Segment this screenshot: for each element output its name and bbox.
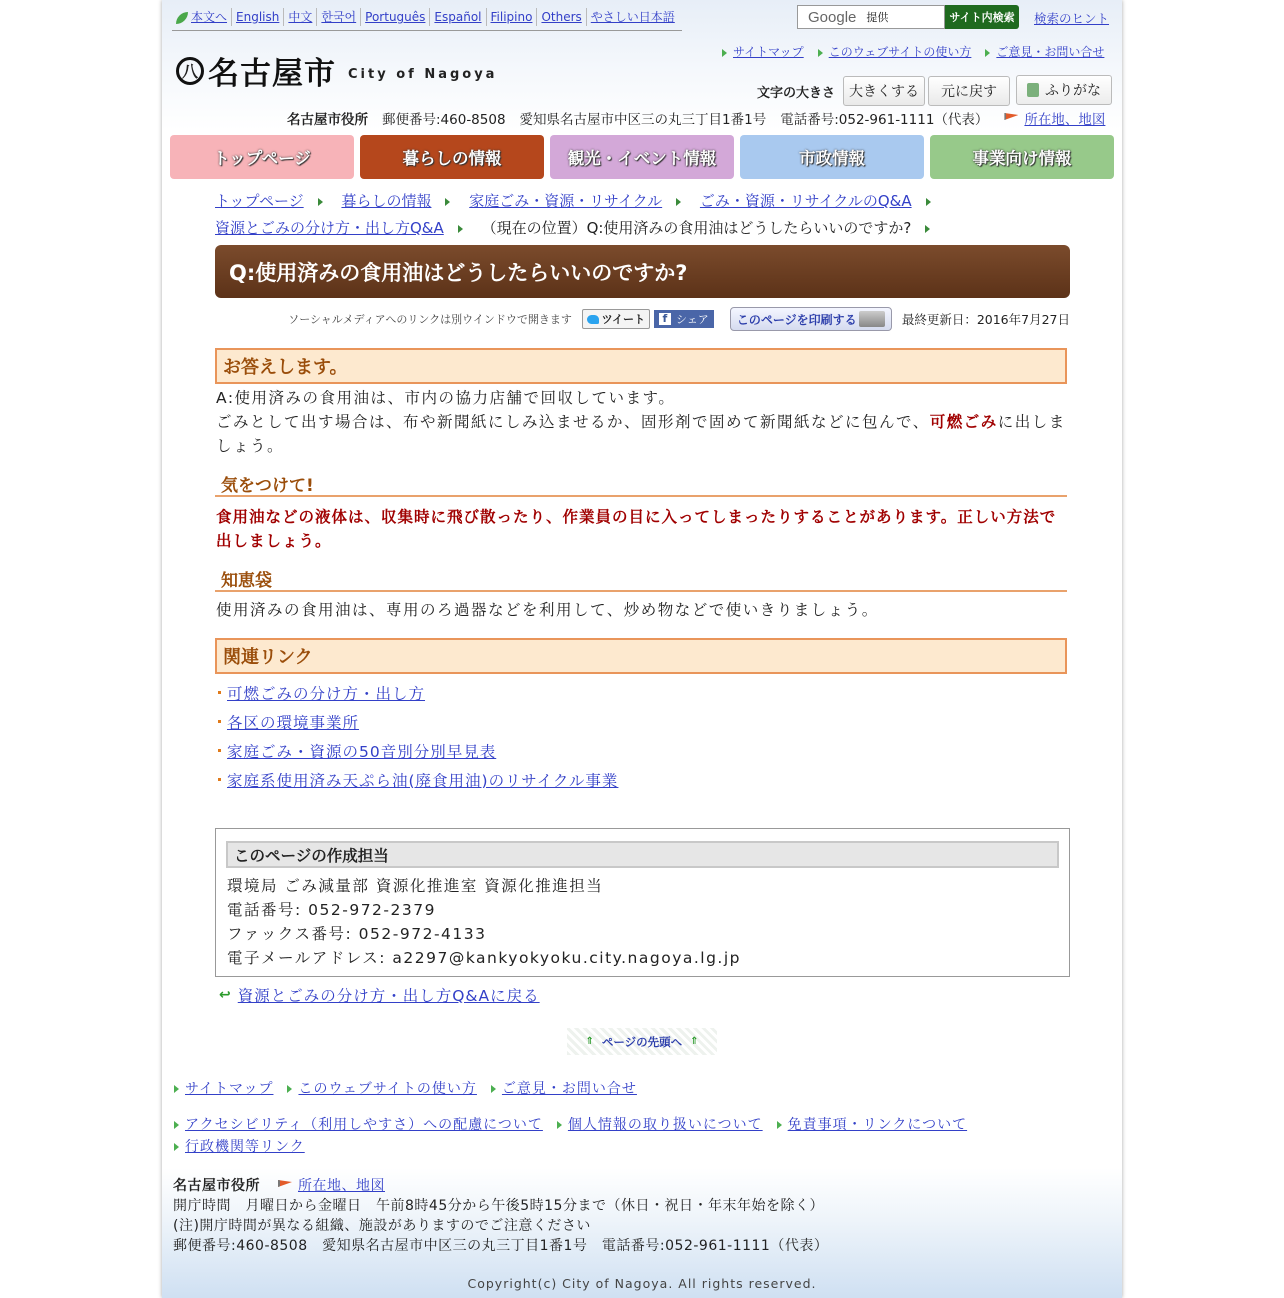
- burnable-link: 可燃ごみ: [929, 413, 998, 431]
- arrow-icon: [174, 1085, 179, 1093]
- list-item: [218, 736, 618, 765]
- utility-links: [722, 43, 1104, 60]
- lang-chinese[interactable]: 中文: [284, 8, 317, 26]
- arrow-icon: [445, 198, 450, 206]
- arrow-icon: [491, 1085, 496, 1093]
- list-item: [218, 678, 618, 707]
- breadcrumb-item[interactable]: 資源とごみの分け方・出し方Q&A: [215, 219, 444, 237]
- twitter-icon: [587, 315, 599, 324]
- nav-business[interactable]: 事業向け情報: [930, 135, 1114, 179]
- arrow-icon: [458, 225, 463, 233]
- breadcrumb-item[interactable]: トップページ: [215, 192, 304, 210]
- search-button[interactable]: サイト内検索: [945, 5, 1019, 29]
- font-bigger-button[interactable]: 大きくする: [843, 76, 925, 106]
- arrow-icon: [777, 1121, 782, 1129]
- footer-gov-links[interactable]: 行政機関等リンク: [174, 1136, 305, 1156]
- related-link[interactable]: 家庭ごみ・資源の50音別分別早見表: [227, 742, 497, 761]
- lang-portuguese[interactable]: Português: [361, 8, 430, 26]
- nav-living[interactable]: 暮らしの情報: [360, 135, 544, 179]
- answer-line: A:使用済みの食用油は、市内の協力店舗で回収しています。: [216, 389, 676, 407]
- printer-icon: [859, 311, 885, 327]
- breadcrumb-item[interactable]: 暮らしの情報: [341, 192, 432, 210]
- arrow-icon: [318, 198, 323, 206]
- social-note: ソーシャルメディアへのリンクは別ウインドウで開きます: [288, 313, 572, 326]
- last-updated: 最終更新日：2016年7月27日: [901, 312, 1070, 327]
- breadcrumb-item[interactable]: ごみ・資源・リサイクルのQ&A: [699, 192, 912, 210]
- tweet-button[interactable]: ツイート: [582, 309, 650, 329]
- double-up-arrow-icon: ⇑: [585, 1036, 594, 1047]
- related-link[interactable]: 家庭系使用済み天ぷら油(廃食用油)のリサイクル事業: [227, 771, 619, 790]
- furigana-icon: [1027, 83, 1039, 97]
- lang-others[interactable]: Others: [537, 8, 586, 26]
- lang-easy-japanese[interactable]: やさしい日本語: [590, 10, 675, 24]
- leaf-icon: [176, 12, 188, 24]
- contact-department: 環境局 ごみ減量部 資源化推進室 資源化推進担当: [227, 877, 604, 895]
- footer-info: [173, 1176, 828, 1256]
- font-reset-button[interactable]: 元に戻す: [928, 76, 1010, 106]
- arrow-icon: [174, 1121, 179, 1129]
- tips-heading: 知恵袋: [215, 566, 1067, 592]
- nav-top[interactable]: トップページ: [170, 135, 354, 179]
- contact-heading: このページの作成担当: [226, 841, 1059, 868]
- map-flag-icon: [278, 1180, 292, 1190]
- answer-body: [216, 386, 1068, 458]
- contact-fax: ファックス番号: 052-972-4133: [227, 925, 487, 943]
- skip-to-content[interactable]: 本文へ: [172, 8, 232, 26]
- page-top-button[interactable]: ⇑ ページの先頭へ ⇑: [567, 1028, 717, 1055]
- footer-disclaimer-link[interactable]: 免責事項・リンクについて: [777, 1114, 967, 1134]
- double-up-arrow-icon: ⇑: [690, 1036, 699, 1047]
- tips-text: 使用済みの食用油は、専用のろ過器などを利用して、炒め物などで使いきりましょう。: [216, 601, 879, 619]
- footer-office-line: [173, 1176, 828, 1196]
- footer-accessibility-link[interactable]: アクセシビリティ（利用しやすさ）への配慮について: [174, 1114, 543, 1134]
- nav-tourism[interactable]: 観光・イベント情報: [550, 135, 734, 179]
- return-arrow-icon: ↩: [219, 987, 232, 1003]
- arrow-icon: [722, 49, 727, 57]
- contact-box: [215, 828, 1070, 977]
- caution-text: 食用油などの液体は、収集時に飛び散ったり、作業員の目に入ってしまったりすることがあります。正しい方法で出しましょう。: [216, 508, 1057, 550]
- furigana-label: ふりがな: [1045, 83, 1101, 99]
- contact-phone: 電話番号: 052-972-2379: [227, 901, 436, 919]
- footer-note: (注)開庁時間が異なる組織、施設がありますのでご注意ください: [173, 1218, 591, 1234]
- contact-link[interactable]: ご意見・お問い合せ: [985, 43, 1104, 60]
- font-size-control: [757, 76, 1013, 106]
- search-provided-label: 提供: [866, 11, 889, 24]
- arrow-icon: [926, 198, 931, 206]
- arrow-icon: [925, 225, 930, 233]
- arrow-icon: [985, 49, 990, 57]
- facebook-share-button[interactable]: f シェア: [654, 310, 714, 328]
- lang-spanish[interactable]: Español: [430, 8, 486, 26]
- footer-hours: 開庁時間 月曜日から金曜日 午前8時45分から午後5時15分まで（休日・祝日・年末年始を除く）: [173, 1198, 824, 1214]
- list-item: [218, 765, 618, 794]
- related-links-list: [218, 678, 618, 794]
- google-logo: Google: [808, 8, 857, 26]
- nav-city-admin[interactable]: 市政情報: [740, 135, 924, 179]
- copyright: Copyright(c) City of Nagoya. All rights reserved.: [467, 1276, 817, 1291]
- header-address: [287, 108, 1105, 128]
- search-hint-link[interactable]: 検索のヒント: [1034, 11, 1110, 26]
- logo-text: 名古屋市: [208, 56, 336, 92]
- print-button[interactable]: このページを印刷する: [730, 307, 892, 331]
- search-input[interactable]: [797, 5, 945, 29]
- bullet-icon: [218, 778, 221, 781]
- related-links-heading: 関連リンク: [215, 638, 1067, 674]
- footer-links-1: [174, 1078, 637, 1098]
- related-link[interactable]: 各区の環境事業所: [227, 713, 360, 732]
- howto-link[interactable]: このウェブサイトの使い方: [818, 43, 972, 60]
- answer-line: ごみとして出す場合は、布や新聞紙にしみ込ませるか、固形剤で固めて新聞紙などに包んで、可燃ごみに出しましょう。: [216, 413, 1066, 455]
- footer-privacy-link[interactable]: 個人情報の取り扱いについて: [557, 1114, 763, 1134]
- bullet-icon: [218, 691, 221, 694]
- lang-korean[interactable]: 한국어: [317, 8, 361, 26]
- answer-heading: お答えします。: [215, 348, 1067, 384]
- lang-filipino[interactable]: Filipino: [487, 8, 538, 26]
- footer-contact-link[interactable]: ご意見・お問い合せ: [491, 1078, 637, 1098]
- arrow-icon: [287, 1085, 292, 1093]
- global-nav: [170, 135, 1114, 179]
- related-link[interactable]: 可燃ごみの分け方・出し方: [227, 684, 426, 703]
- city-emblem-icon: 八: [176, 57, 204, 85]
- bullet-icon: [218, 720, 221, 723]
- breadcrumb: [215, 188, 1075, 242]
- footer-address: 郵便番号:460-8508 愛知県名古屋市中区三の丸三丁目1番1号 電話番号:052-961-1111（代表）: [173, 1238, 829, 1254]
- page-title: Q:使用済みの食用油はどうしたらいいのですか?: [215, 245, 1070, 298]
- footer-links-2: [174, 1114, 967, 1134]
- site-search: [797, 5, 1019, 29]
- arrow-icon: [557, 1121, 562, 1129]
- map-link[interactable]: 所在地、地図: [1024, 112, 1106, 128]
- contact-email: 電子メールアドレス: a2297@kankyokyoku.city.nagoya.lg.jp: [227, 949, 742, 967]
- postal-code: 郵便番号:460-8508: [382, 112, 506, 128]
- list-item: [218, 707, 618, 736]
- footer-howto-link[interactable]: このウェブサイトの使い方: [287, 1078, 476, 1098]
- map-flag-icon: [1004, 113, 1018, 123]
- breadcrumb-current: （現在の位置）Q:使用済みの食用油はどうしたらいいのですか?: [481, 219, 912, 237]
- furigana-button[interactable]: [1016, 75, 1112, 105]
- arrow-icon: [818, 49, 823, 57]
- footer-map-link[interactable]: 所在地、地図: [298, 1178, 385, 1194]
- arrow-icon: [174, 1143, 179, 1151]
- logo-english: City of Nagoya: [348, 67, 498, 82]
- font-size-label: 文字の大きさ: [757, 85, 836, 101]
- page: [162, 0, 1122, 1298]
- arrow-icon: [676, 198, 681, 206]
- bullet-icon: [218, 749, 221, 752]
- facebook-icon: f: [659, 313, 671, 325]
- language-bar: [172, 4, 682, 31]
- footer-office-name: 名古屋市役所: [173, 1178, 260, 1194]
- breadcrumb-item[interactable]: 家庭ごみ・資源・リサイクル: [469, 192, 663, 210]
- phone: 電話番号:052-961-1111（代表）: [780, 112, 989, 128]
- caution-heading: 気をつけて!: [215, 471, 1067, 497]
- sitemap-link[interactable]: サイトマップ: [722, 43, 804, 60]
- footer-sitemap-link[interactable]: サイトマップ: [174, 1078, 273, 1098]
- lang-english[interactable]: English: [232, 8, 284, 26]
- social-bar: [282, 307, 1070, 331]
- back-link[interactable]: ↩ 資源とごみの分け方・出し方Q&Aに戻る: [219, 987, 540, 1005]
- footer-links-3: [174, 1136, 305, 1156]
- office-name: 名古屋市役所: [287, 112, 368, 128]
- address: 愛知県名古屋市中区三の丸三丁目1番1号: [519, 112, 767, 128]
- site-logo[interactable]: [176, 48, 497, 93]
